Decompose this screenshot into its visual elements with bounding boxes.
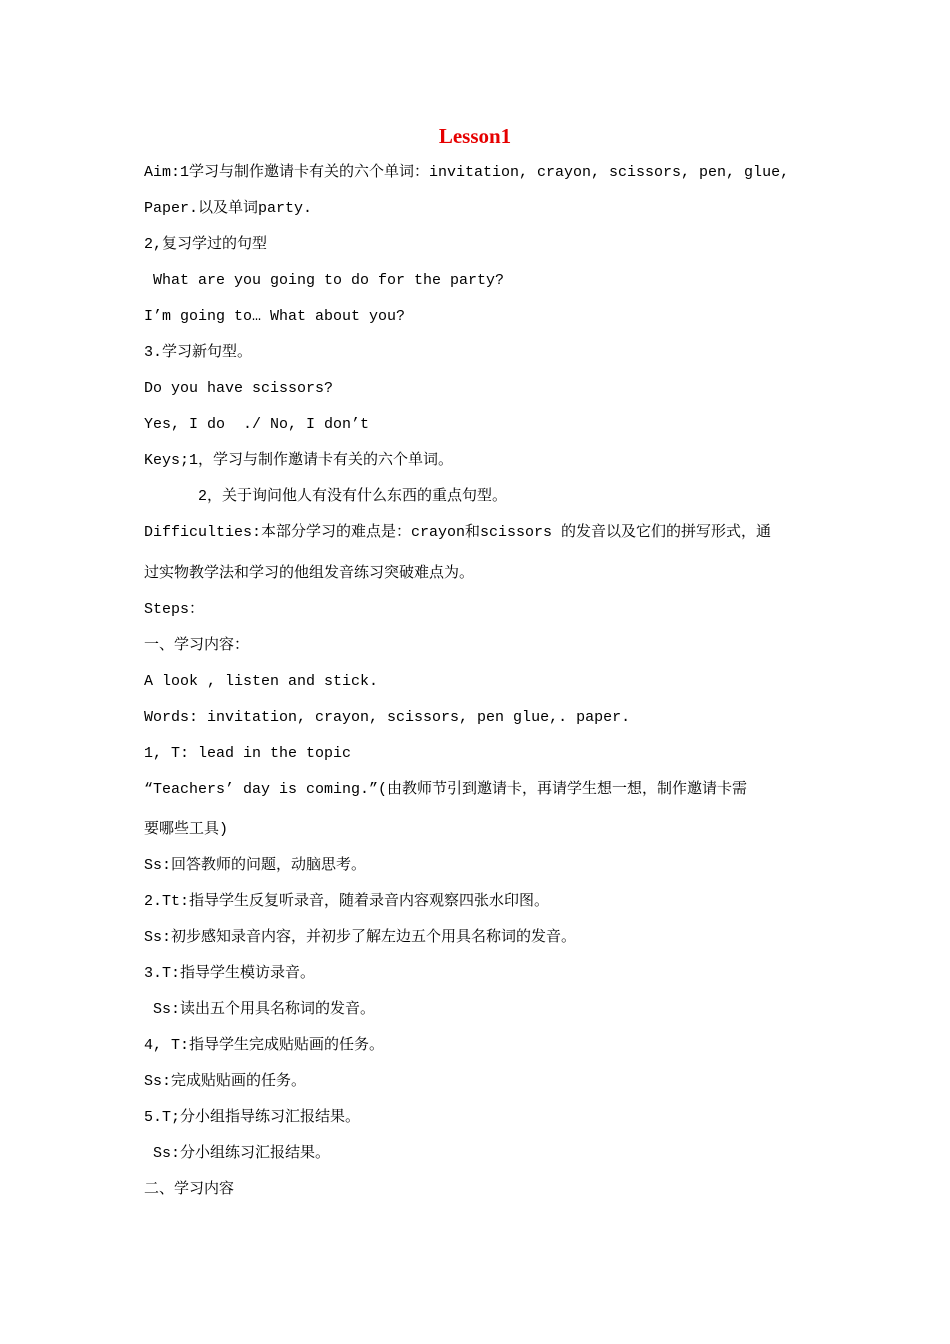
aim-line-1: Aim:1学习与制作邀请卡有关的六个单词：invitation, crayon, scissors, pen, glue, — [144, 164, 790, 181]
step-1-quote-line-1: “Teachers’ day is coming.”(由教师节引到邀请卡，再请学生想一想，制作邀请卡需 — [144, 781, 748, 798]
step-3-teacher: 3.T:指导学生模访录音。 — [144, 965, 316, 982]
step-4-teacher: 4, T:指导学生完成贴贴画的任务。 — [144, 1037, 385, 1054]
step-2-teacher: 2.Tt:指导学生反复听录音，随着录音内容观察四张水印图。 — [144, 893, 550, 910]
keys-line-1: Keys;1，学习与制作邀请卡有关的六个单词。 — [144, 452, 454, 469]
step-2-students: Ss:初步感知录音内容，并初步了解左边五个用具名称词的发音。 — [144, 929, 577, 946]
review-sentence-2: I’m going to… What about you? — [144, 308, 406, 325]
section-two-heading: 二、学习内容 — [144, 1181, 235, 1198]
new-sentence-answer: Yes, I do ./ No, I don’t — [144, 416, 370, 433]
review-sentence-1: What are you going to do for the party? — [144, 272, 505, 289]
review-heading: 2,复习学过的句型 — [144, 236, 268, 253]
new-sentence-question: Do you have scissors? — [144, 380, 334, 397]
step-5-students: Ss:分小组练习汇报结果。 — [144, 1145, 331, 1162]
new-sentence-heading: 3.学习新句型。 — [144, 344, 253, 361]
activity-title: A look , listen and stick. — [144, 673, 379, 690]
section-one-heading: 一、学习内容： — [144, 637, 250, 654]
step-1-students: Ss:回答教师的问题，动脑思考。 — [144, 857, 367, 874]
difficulties-line-2: 过实物教学法和学习的他组发音练习突破难点为。 — [144, 565, 475, 582]
aim-line-2: Paper.以及单词party. — [144, 200, 313, 217]
keys-line-2: 2，关于询问他人有没有什么东西的重点句型。 — [144, 488, 508, 505]
step-1-teacher: 1, T: lead in the topic — [144, 745, 352, 762]
step-1-quote-line-2: 要哪些工具) — [144, 821, 229, 838]
step-3-students: Ss:读出五个用具名称词的发音。 — [144, 1001, 376, 1018]
step-4-students: Ss:完成贴贴画的任务。 — [144, 1073, 307, 1090]
lesson-title: Lesson1 — [438, 124, 512, 148]
steps-heading: Steps： — [144, 601, 205, 618]
step-5-teacher: 5.T;分小组指导练习汇报结果。 — [144, 1109, 361, 1126]
difficulties-line-1: Difficulties:本部分学习的难点是：crayon和scissors 的发音以及它们的拼写形式，通 — [144, 524, 772, 541]
words-line: Words: invitation, crayon, scissors, pen glue,. paper. — [144, 709, 631, 726]
